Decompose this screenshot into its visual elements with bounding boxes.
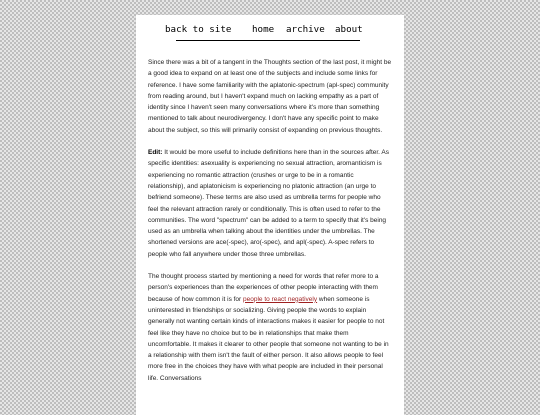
nav-about-link[interactable]: about: [335, 24, 363, 35]
paragraph-thought-process: [148, 271, 392, 384]
paragraph-text-after-link: when someone is uninterested in friendships or socializing. Giving people the words to explain generally not wanting certain kinds of interactions makes it easier for people to not feel like they have no choice but to be in relationships that make them uncomfortable. It makes it clearer to other people that someone not wanting to be in a relationship with them isn't the fault of either person. It also allows people to feel more free in the choices they have with what people are included in their personal life. Conversations: [148, 295, 389, 382]
site-nav: [136, 24, 404, 40]
paragraph-edit: [148, 147, 392, 260]
people-react-negatively-link[interactable]: people to react negatively: [243, 295, 318, 303]
paragraph-intro: Since there was a bit of a tangent in the Thoughts section of the last post, it might be a good idea to expand on at least one of the subjects and include some links for reference. I have some familiarity with the aplatonic-spectrum (apl-spec) community from reading around, but I haven't expand much on lacking empathy as a part of identity since I haven't seen many conversations where it's more than something mentioned to talk about neurodivergency. I don't have any specific point to make about the subject, so this will primarily consist of expanding on previous thoughts.: [148, 59, 392, 134]
post-body: [148, 57, 392, 395]
nav-home-link[interactable]: home: [252, 24, 275, 35]
edit-text: It would be more useful to include definitions here than in the sources after. As specific identities: asexuality is experiencing no sexual attraction, aromanticism is experiencing no romantic attraction (crushes or urge to be in a romantic relationship), and aplatonicism is experiencing no platonic attraction (an urge to befriend someone). These terms are also used as umbrella terms for people who feel the relevant attraction rarely or conditionally. This is often used to refer to the communities. The word "spectrum" can be added to a term to specify that it's being used as an umbrella when talking about the identities under the umbrellas. The shortened versions are ace(-spec), aro(-spec), and apl(-spec). A-spec refers to people who fall anywhere under those three umbrellas.: [148, 149, 390, 258]
edit-label: Edit:: [148, 149, 163, 157]
nav-archive-link[interactable]: archive: [286, 24, 325, 35]
nav-back-to-site-link[interactable]: back to site: [165, 24, 232, 35]
paragraph-text-before-link: The thought process started by mentioning a need for words that refer more to a person's experiences than the experiences of other people interacting with them because of how common it is for: [148, 273, 379, 303]
nav-divider: [176, 40, 360, 41]
post-page: [136, 15, 404, 415]
